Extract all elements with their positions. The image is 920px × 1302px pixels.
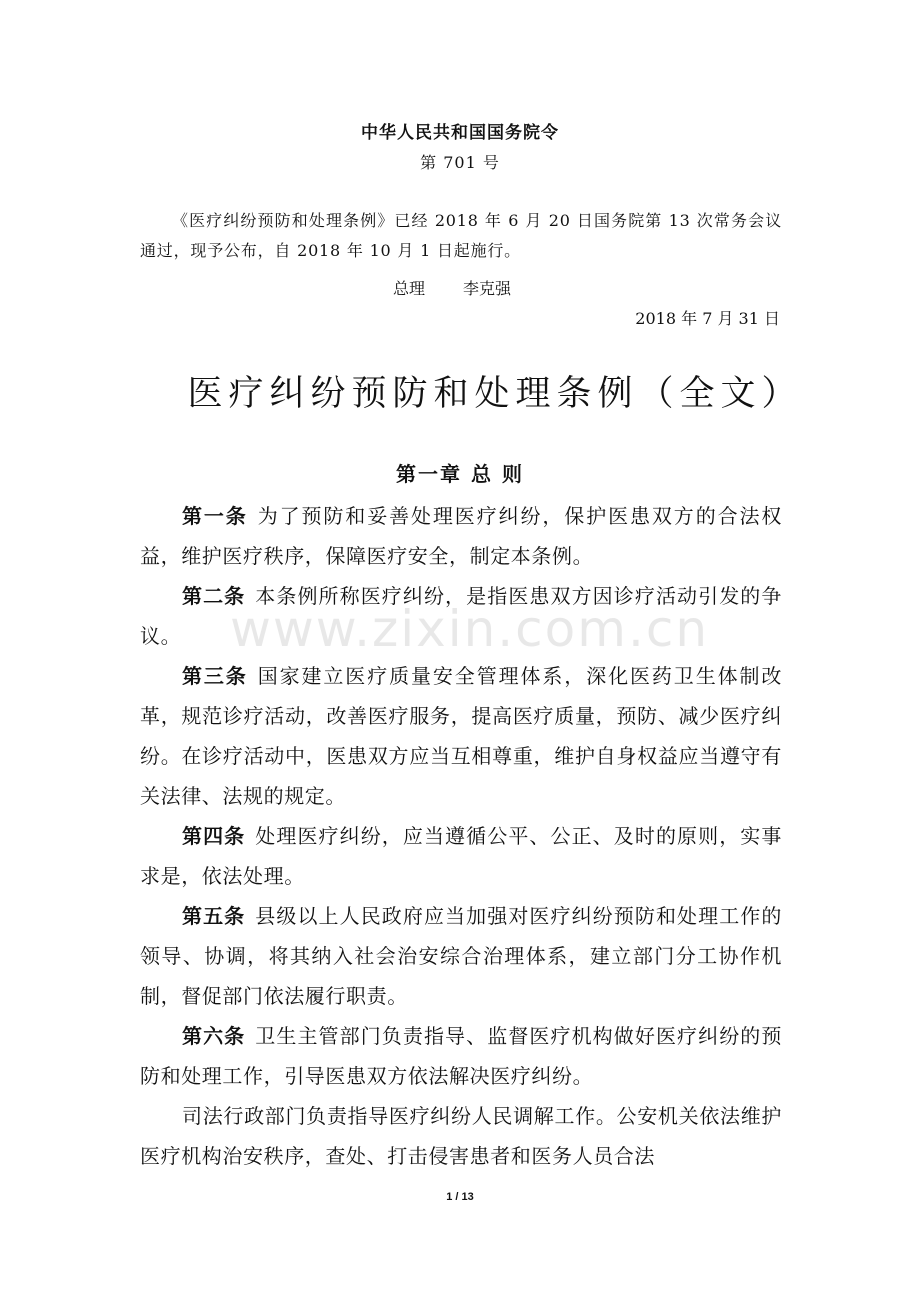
article-paragraph [140, 896, 782, 1016]
article-number: 第六条 [182, 1024, 246, 1048]
sign-date: 2018 年 7 月 31 日 [635, 309, 780, 328]
article-text: 县级以上人民政府应当加强对医疗纠纷预防和处理工作的领导、协调，将其纳入社会治安综合治理体系，建立部门分工协作机制，督促部门依法履行职责。 [140, 904, 782, 1008]
article-number: 第二条 [182, 584, 246, 608]
decree-title: 中华人民共和国国务院令 [361, 123, 559, 143]
article-number: 第三条 [182, 664, 248, 688]
paragraph-text: 司法行政部门负责指导医疗纠纷人民调解工作。公安机关依法维护医疗机构治安秩序，查处、打击侵害患者和医务人员合法 [140, 1104, 782, 1168]
article-paragraph [140, 1016, 782, 1096]
article-paragraph [140, 496, 782, 576]
watermark: www.zixin.com.cn [230, 600, 710, 658]
article-body [140, 496, 782, 1176]
signer-line [393, 276, 511, 299]
signer-role: 总理 [393, 279, 426, 298]
page-number: 1 / 13 [446, 1191, 474, 1203]
article-paragraph [140, 656, 782, 816]
document-title: 医疗纠纷预防和处理条例（全文） [187, 374, 803, 414]
signer-name: 李克强 [463, 279, 512, 298]
decree-number: 第 701 号 [420, 153, 500, 172]
decree-announcement: 《医疗纠纷预防和处理条例》已经 2018 年 6 月 20 日国务院第 13 次常务会议通过，现予公布，自 2018 年 10 月 1 日起施行。 [140, 211, 782, 260]
continuation-paragraph [140, 1096, 782, 1176]
article-text: 卫生主管部门负责指导、监督医疗机构做好医疗纠纷的预防和处理工作，引导医患双方依法解决医疗纠纷。 [140, 1024, 782, 1088]
article-paragraph [140, 816, 782, 896]
article-paragraph [140, 576, 782, 656]
article-number: 第五条 [182, 904, 246, 928]
article-text: 本条例所称医疗纠纷，是指医患双方因诊疗活动引发的争议。 [140, 584, 782, 648]
article-number: 第四条 [182, 824, 246, 848]
article-text: 国家建立医疗质量安全管理体系，深化医药卫生体制改革，规范诊疗活动，改善医疗服务，提高医疗质量，预防、减少医疗纠纷。在诊疗活动中，医患双方应当互相尊重，维护自身权益应当遵守有关法律、法规的规定。 [140, 664, 782, 808]
chapter-heading: 第一章 总 则 [396, 462, 524, 486]
article-number: 第一条 [182, 504, 248, 528]
article-text: 为了预防和妥善处理医疗纠纷，保护医患双方的合法权益，维护医疗秩序，保障医疗安全，制定本条例。 [140, 504, 782, 568]
article-text: 处理医疗纠纷，应当遵循公平、公正、及时的原则，实事求是，依法处理。 [140, 824, 782, 888]
